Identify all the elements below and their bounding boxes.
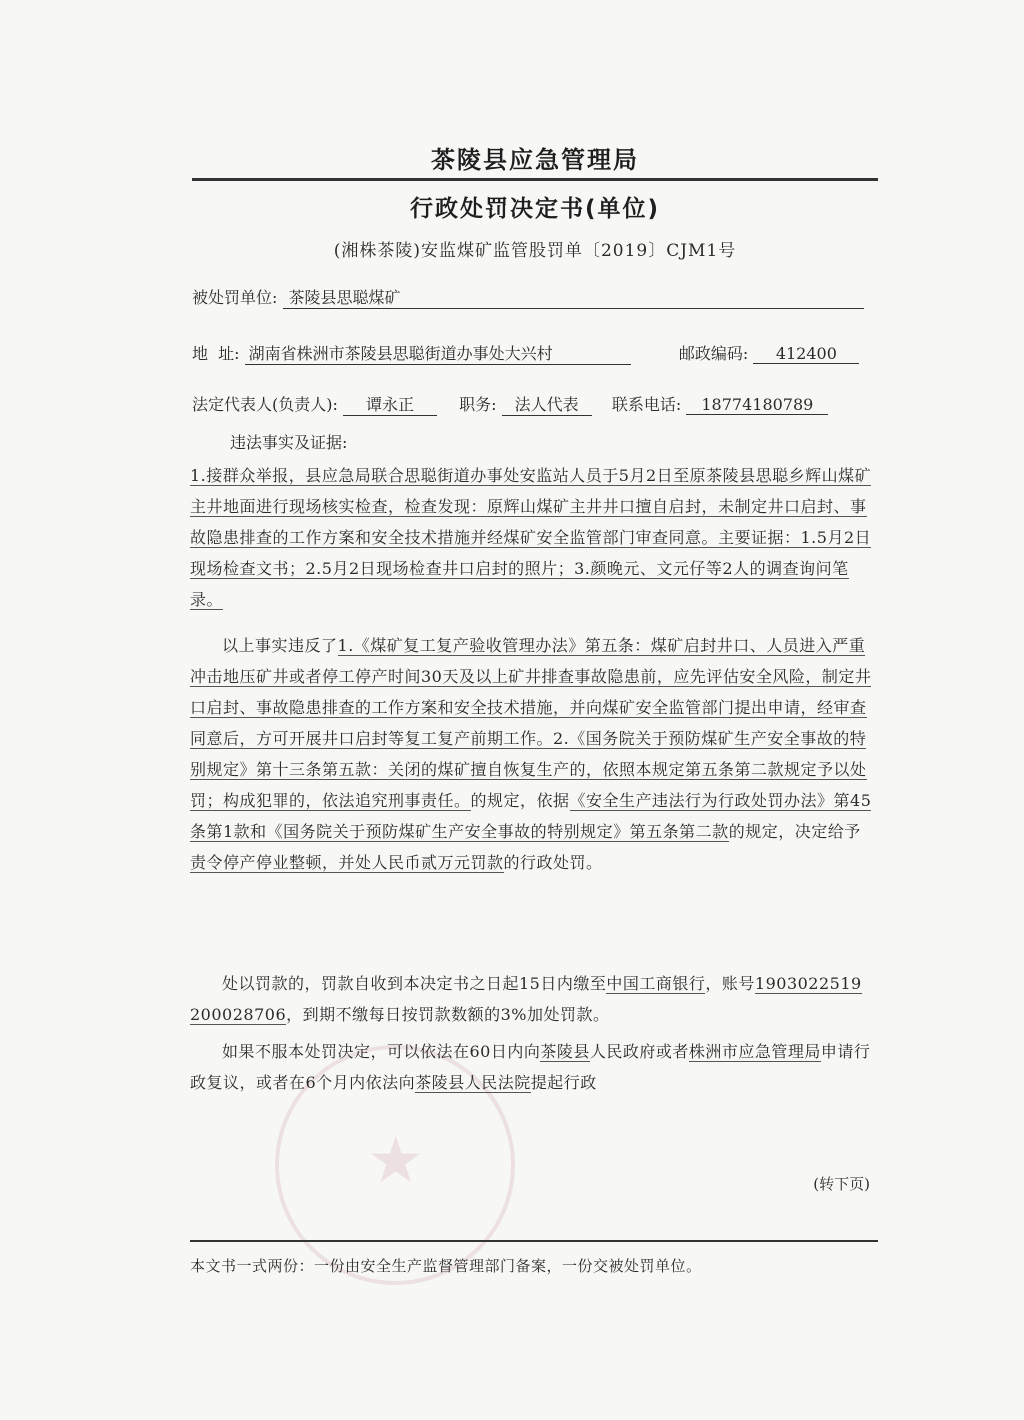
issuer-name: 茶陵县应急管理局	[431, 146, 639, 174]
violation-paragraph	[190, 630, 872, 878]
representative-label: 法定代表人(负责人):	[192, 395, 338, 414]
seal-star-icon: ★	[367, 1124, 425, 1198]
phone-value: 18774180789	[686, 395, 828, 415]
address-row	[192, 341, 859, 365]
violation-text-3: 的规定，决定给予	[728, 822, 861, 841]
account-number: 1903022519200028706	[190, 974, 862, 1024]
position-label: 职务:	[459, 395, 497, 414]
payment-text-1: 处以罚款的，罚款自收到本决定书之日起15日内缴至	[222, 974, 607, 993]
payment-paragraph	[190, 968, 872, 1030]
footer-note: 本文书一式两份：一份由安全生产监督管理部门备案，一份交被处罚单位。	[190, 1257, 702, 1275]
unit-row	[192, 285, 864, 309]
next-page-note: (转下页)	[813, 1175, 870, 1193]
header-rule	[192, 178, 878, 181]
appeal-agency: 株洲市应急管理局	[688, 1042, 821, 1061]
appeal-text-2: 人民政府或者	[589, 1042, 689, 1061]
postcode-value: 412400	[753, 344, 859, 364]
appeal-government: 茶陵县	[540, 1042, 590, 1061]
appeal-text-3: 申请行政复议，或者在6个月内依法向	[190, 1042, 871, 1092]
violation-text-4: 的行政处罚。	[503, 853, 603, 872]
representative-row	[192, 392, 828, 416]
payment-text-3: ，到期不缴每日按罚款数额的3%加处罚款。	[286, 1005, 610, 1024]
penalty: 责令停产停业整顿，并处人民币贰万元罚款	[190, 853, 504, 872]
violation-text-1: 以上事实违反了	[222, 636, 338, 655]
phone-label: 联系电话:	[611, 395, 682, 414]
document-number: (湘株茶陵)安监煤矿监管股罚单〔2019〕CJM1号	[333, 241, 737, 261]
violated-rules: 1.《煤矿复工复产验收管理办法》第五条：煤矿启封井口、人员进入严重冲击地压矿井或者停工停产时间30天及以上矿井排查事故隐患前，应先评估安全风险，制定井口启封、事故隐患排查的工作方案和安全技术措施，并向煤矿安全监管部门提出申请，经审查同意后，方可开展井口启封等复工复产前期工作。2.《国务院关于预防煤矿生产安全事故的特别规定》第十三条第五款：关闭的煤矿擅自恢复生产的，依照本规定第五条第二款规定予以处罚；构成犯罪的，依法追究刑事责任。	[190, 636, 872, 810]
unit-label: 被处罚单位:	[192, 288, 278, 307]
facts-text: 1.接群众举报，县应急局联合思聪街道办事处安监站人员于5月2日至原茶陵县思聪乡辉山煤矿主井地面进行现场核实检查，检查发现：原辉山煤矿主井井口擅自启封，未制定井口启封、事故隐患排查的工作方案和安全技术措施并经煤矿安全监管部门审查同意。主要证据：1.5月2日现场检查文书；2.5月2日现场检查井口启封的照片；3.颜晚元、文元仔等2人的调查询问笔录。	[190, 466, 872, 609]
appeal-text-1: 如果不服本处罚决定，可以依法在60日内向	[222, 1042, 541, 1061]
representative-value: 谭永正	[343, 392, 437, 416]
appeal-paragraph	[190, 1036, 872, 1098]
legal-basis: 《安全生产违法行为行政处罚办法》第45条第1款和《国务院关于预防煤矿生产安全事故的特别规定》第五条第二款	[190, 791, 872, 841]
footer-rule	[190, 1240, 878, 1242]
postcode-label: 邮政编码:	[678, 344, 749, 363]
address-value: 湖南省株洲市茶陵县思聪街道办事处大兴村	[245, 341, 631, 365]
address-label: 地 址:	[192, 344, 240, 363]
facts-heading: 违法事实及证据:	[230, 433, 348, 452]
violation-text-2: 的规定，依据	[470, 791, 570, 810]
document-title: 行政处罚决定书(单位)	[409, 196, 661, 222]
unit-value: 茶陵县思聪煤矿	[283, 285, 864, 309]
payment-text-2: ，账号	[705, 974, 755, 993]
bank-name: 中国工商银行	[606, 974, 706, 993]
appeal-text-4: 提起行政	[530, 1073, 597, 1092]
position-value: 法人代表	[502, 392, 592, 416]
facts-paragraph	[190, 460, 872, 615]
appeal-court: 茶陵县人民法院	[415, 1073, 531, 1092]
